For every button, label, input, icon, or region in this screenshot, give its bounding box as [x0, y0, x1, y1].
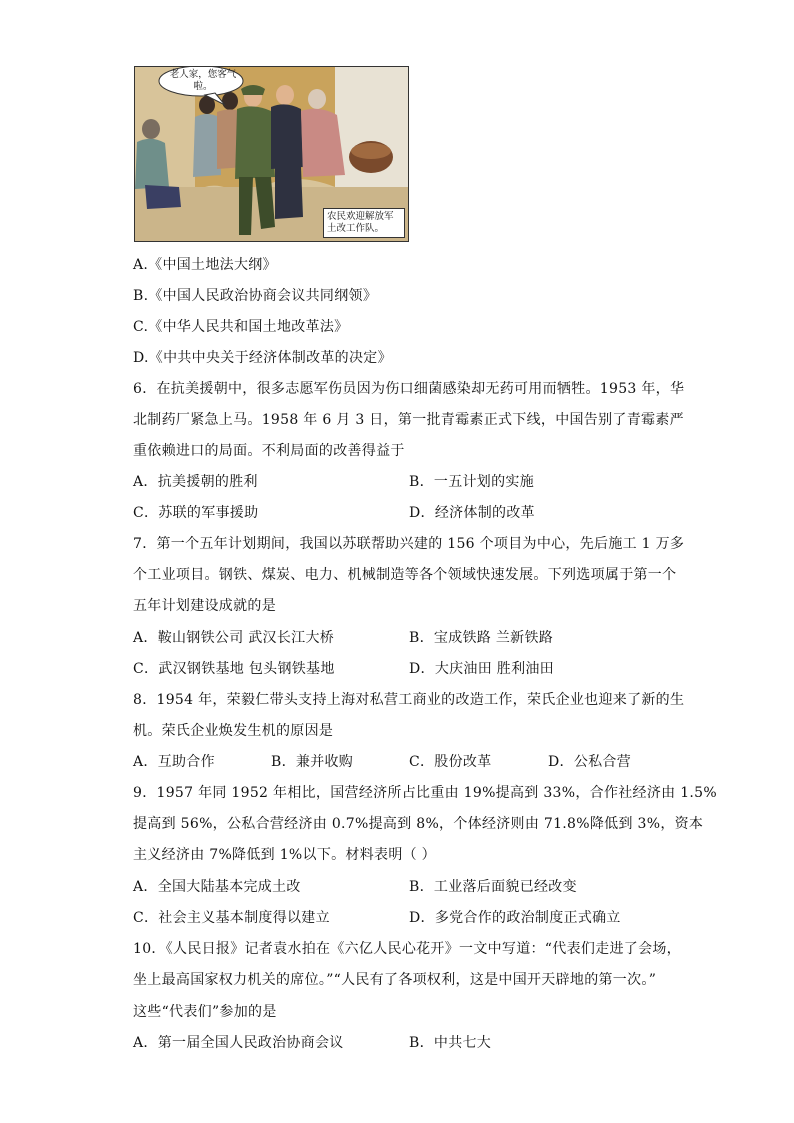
q5-option-c: C.《中华人民共和国土地改革法》: [133, 319, 349, 335]
q6-option-d: D．经济体制的改革: [409, 505, 535, 521]
q9-option-c: C．社会主义基本制度得以建立: [133, 910, 330, 926]
q9-option-d: D．多党合作的政治制度正式确立: [409, 910, 621, 926]
q9-stem-line-2: 提高到 56%，公私合营经济由 0.7%提高到 8%，个体经济则由 71.8%降低到 3%，资本: [133, 816, 704, 832]
q8-option-b: B．兼并收购: [271, 754, 354, 770]
q10-stem-line-2: 坐上最高国家权力机关的席位。”“人民有了各项权利，这是中国开天辟地的第一次。”: [133, 972, 657, 988]
q7-option-c: C．武汉钢铁基地 包头钢铁基地: [133, 661, 335, 677]
q6-stem-line-1: 6．在抗美援朝中，很多志愿军伤员因为伤口细菌感染却无药可用而牺牲。1953 年，华: [133, 381, 685, 397]
q6-stem-line-3: 重依赖进口的局面。不利局面的改善得益于: [133, 443, 405, 459]
q6-stem-line-2: 北制药厂紧急上马。1958 年 6 月 3 日，第一批青霉素正式下线，中国告别了青霉素严: [133, 412, 684, 428]
q5-option-b: B.《中国人民政治协商会议共同纲领》: [133, 288, 378, 304]
q7-stem-line-2: 个工业项目。钢铁、煤炭、电力、机械制造等各个领域快速发展。下列选项属于第一个: [133, 567, 677, 583]
q10-stem-line-1: 10．《人民日报》记者袁水拍在《六亿人民心花开》一文中写道：“代表们走进了会场，: [133, 941, 681, 957]
q6-option-b: B．一五计划的实施: [409, 474, 534, 490]
q7-option-d: D．大庆油田 胜利油田: [409, 661, 554, 677]
q9-stem-line-1: 9．1957 年同 1952 年相比，国营经济所占比重由 19%提高到 33%，合作社经济由 1.5%: [133, 785, 717, 801]
q7-option-a: A．鞍山钢铁公司 武汉长江大桥: [133, 630, 335, 646]
q7-option-b: B．宝成铁路 兰新铁路: [409, 630, 554, 646]
q5-option-a: A.《中国土地法大纲》: [133, 257, 277, 273]
q8-option-d: D．公私合营: [548, 754, 632, 770]
q8-option-c: C．股份改革: [409, 754, 492, 770]
speech-bubble-text: 老人家，您客气啦。: [169, 69, 237, 92]
land-reform-illustration: [134, 66, 409, 242]
q6-option-c: C．苏联的军事援助: [133, 505, 259, 521]
q10-option-b: B．中共七大: [409, 1035, 492, 1051]
q5-option-d: D.《中共中央关于经济体制改革的决定》: [133, 350, 392, 366]
q7-stem-line-3: 五年计划建设成就的是: [133, 598, 276, 614]
illustration-caption: 农民欢迎解放军土改工作队。: [323, 208, 405, 238]
q10-option-a: A．第一届全国人民政治协商会议: [133, 1035, 344, 1051]
q9-stem-line-3: 主义经济由 7%降低到 1%以下。材料表明（ ）: [133, 847, 436, 863]
q6-option-a: A．抗美援朝的胜利: [133, 474, 258, 490]
q8-stem-line-2: 机。荣氏企业焕发生机的原因是: [133, 723, 334, 739]
q9-option-b: B．工业落后面貌已经改变: [409, 879, 577, 895]
q10-stem-line-3: 这些“代表们”参加的是: [133, 1004, 277, 1020]
q8-stem-line-1: 8．1954 年，荣毅仁带头支持上海对私营工商业的改造工作，荣氏企业也迎来了新的生: [133, 692, 685, 708]
q8-option-a: A．互助合作: [133, 754, 215, 770]
q9-option-a: A．全国大陆基本完成土改: [133, 879, 301, 895]
q7-stem-line-1: 7．第一个五年计划期间，我国以苏联帮助兴建的 156 个项目为中心，先后施工 1 万多: [133, 536, 685, 552]
